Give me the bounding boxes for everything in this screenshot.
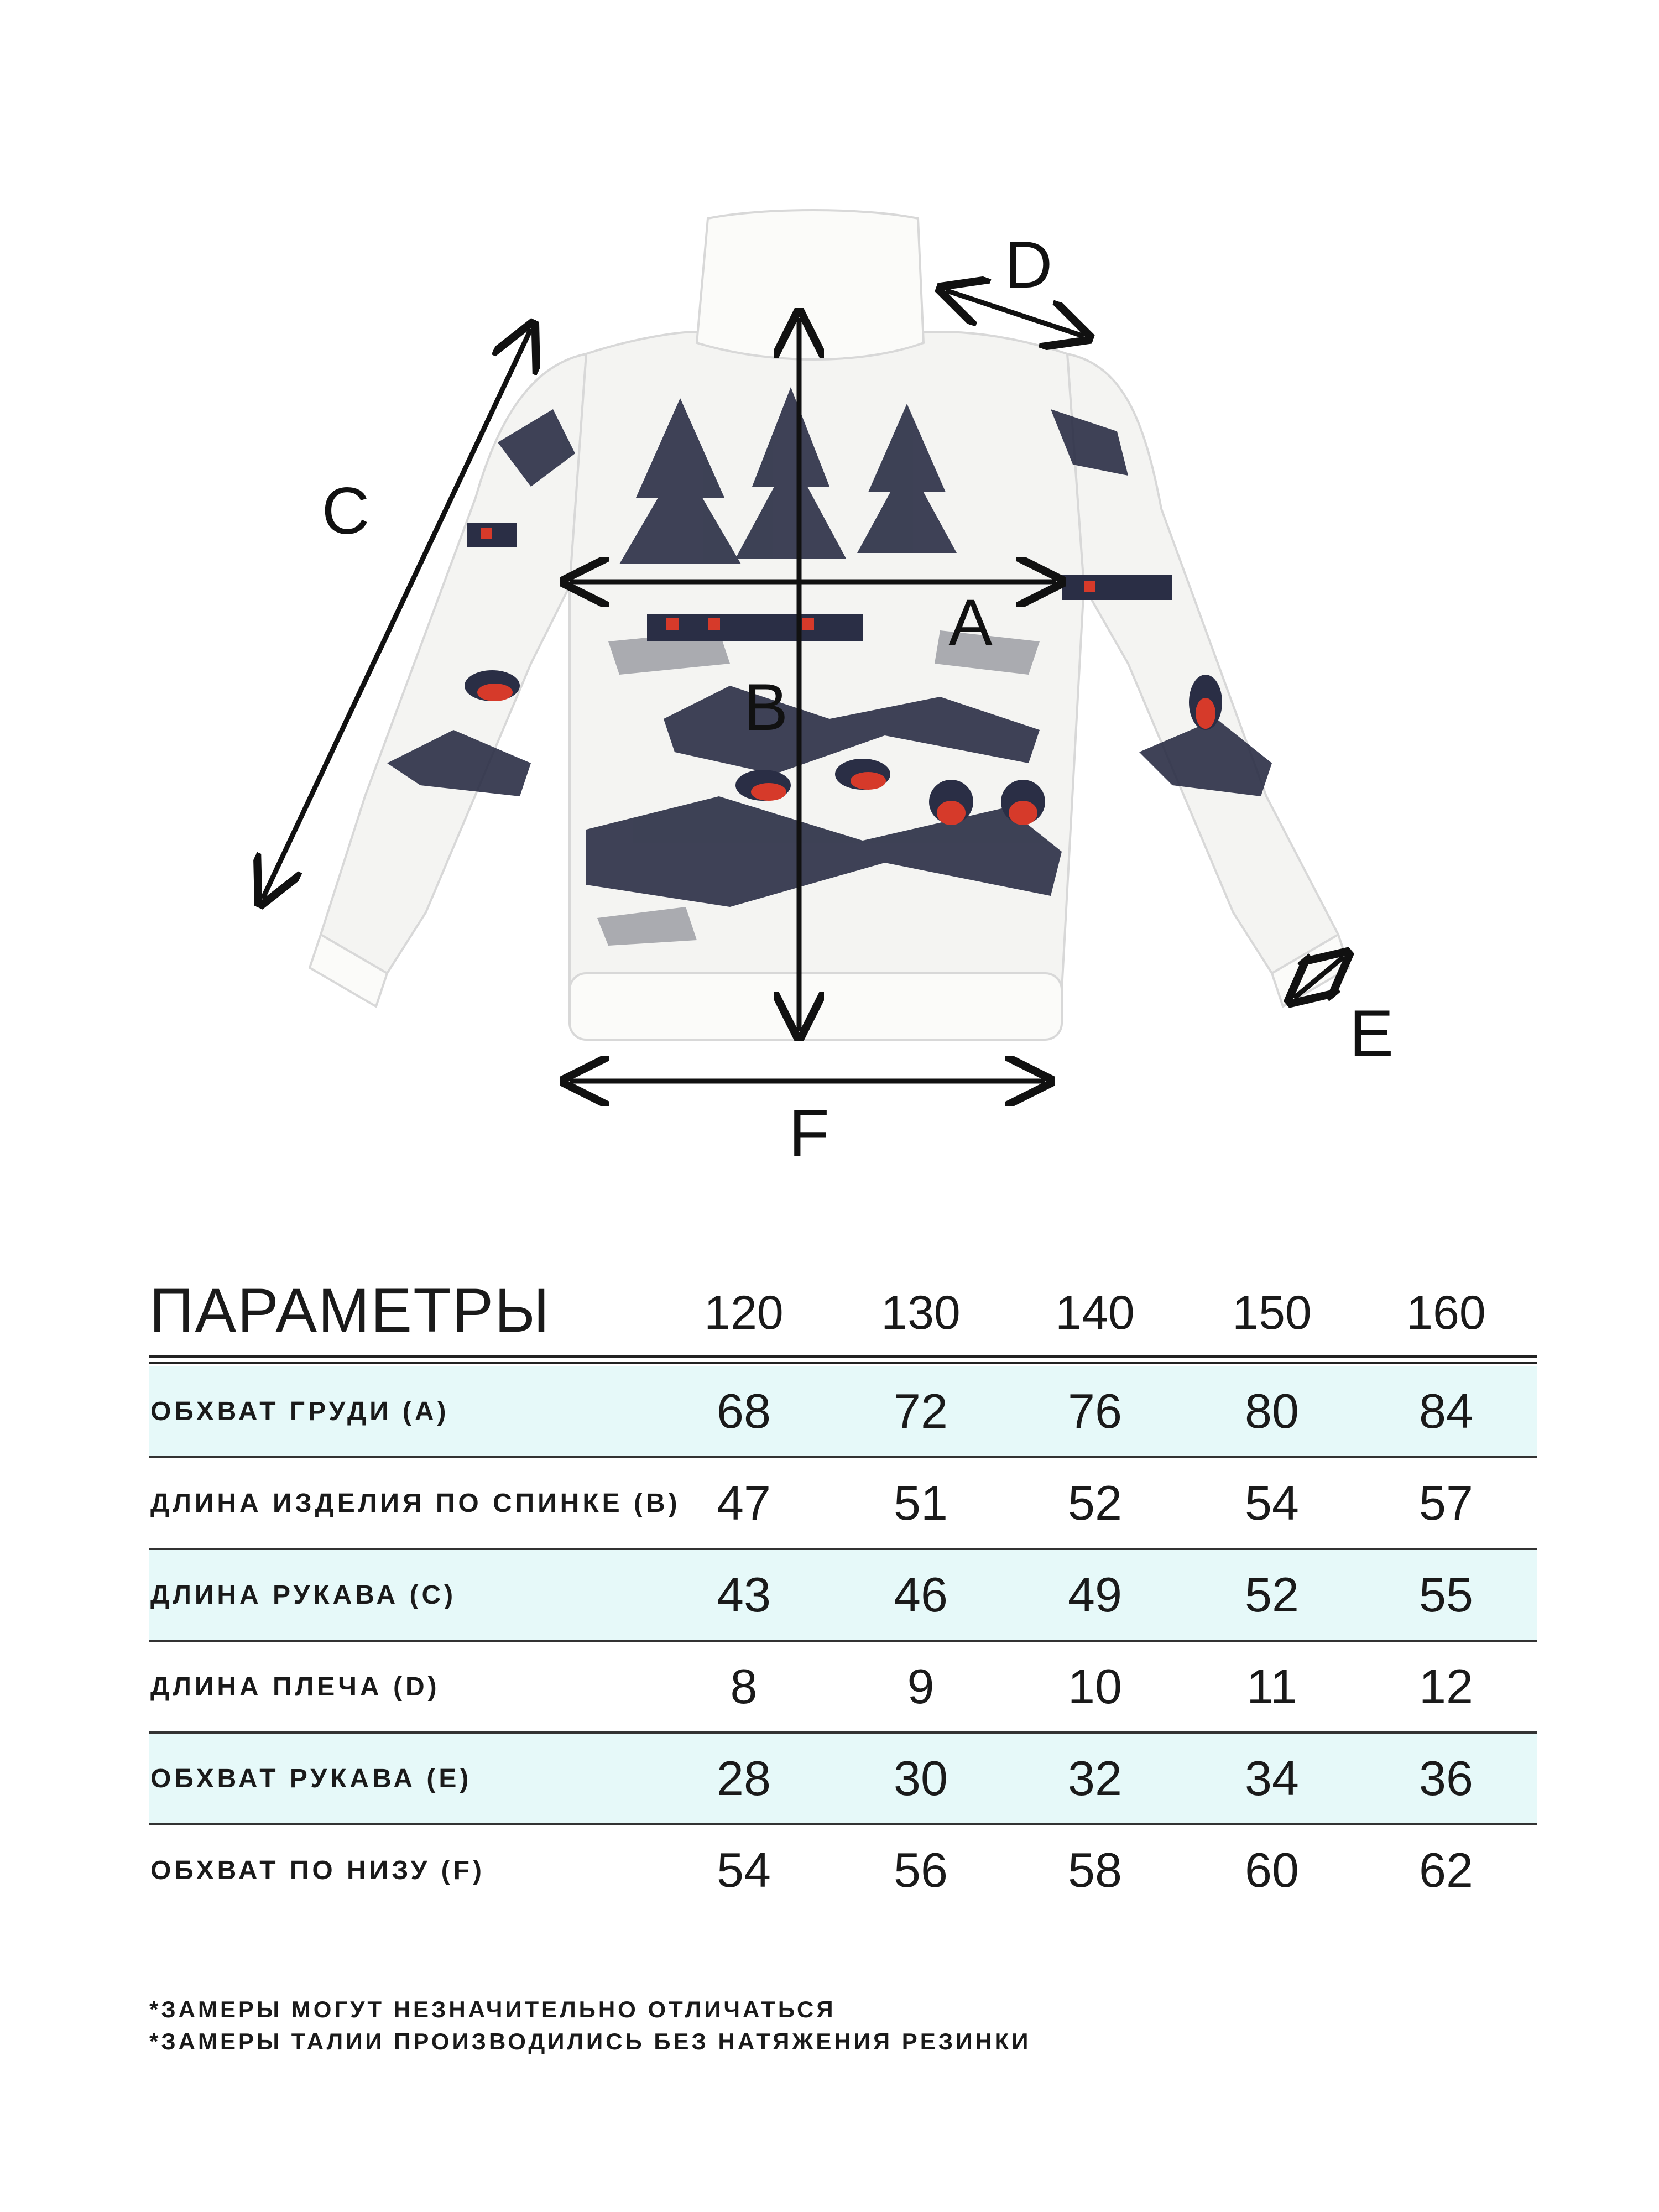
size-header: 140 <box>1055 1286 1135 1339</box>
table-cell: 68 <box>717 1384 771 1438</box>
table-cell: 72 <box>894 1384 948 1438</box>
label-d: D <box>1004 228 1053 302</box>
table-row <box>149 1825 1537 1915</box>
table-cell: 28 <box>717 1751 771 1806</box>
table-row <box>149 1366 1537 1458</box>
table-row <box>149 1734 1537 1825</box>
table-cell: 52 <box>1068 1475 1122 1530</box>
row-label: ДЛИНА ИЗДЕЛИЯ ПО СПИНКЕ (B) <box>150 1488 681 1518</box>
size-table <box>149 1266 1537 1915</box>
table-cell: 60 <box>1245 1843 1299 1897</box>
table-header <box>149 1266 1537 1358</box>
table-row <box>149 1550 1537 1642</box>
label-a: A <box>948 586 993 660</box>
table-body <box>149 1366 1537 1915</box>
table-cell: 32 <box>1068 1751 1122 1806</box>
table-cell: 58 <box>1068 1843 1122 1897</box>
size-header: 120 <box>704 1286 784 1339</box>
table-cell: 10 <box>1068 1659 1122 1714</box>
row-label: ОБХВАТ РУКАВА (E) <box>150 1764 472 1793</box>
row-label: ОБХВАТ ПО НИЗУ (F) <box>150 1855 485 1885</box>
table-cell: 52 <box>1245 1567 1299 1622</box>
table-row <box>149 1642 1537 1734</box>
table-cell: 36 <box>1419 1751 1473 1806</box>
table-cell: 56 <box>894 1843 948 1897</box>
sweater-illustration <box>310 210 1349 1040</box>
table-cell: 8 <box>730 1659 758 1714</box>
table-cell: 76 <box>1068 1384 1122 1438</box>
table-cell: 54 <box>1245 1475 1299 1530</box>
row-label: ДЛИНА ПЛЕЧА (D) <box>150 1672 440 1702</box>
table-cell: 49 <box>1068 1567 1122 1622</box>
table-row <box>149 1458 1537 1550</box>
table-cell: 84 <box>1419 1384 1473 1438</box>
table-cell: 47 <box>717 1475 771 1530</box>
table-cell: 54 <box>717 1843 771 1897</box>
table-cell: 46 <box>894 1567 948 1622</box>
label-b: B <box>743 670 789 744</box>
footnote: *ЗАМЕРЫ МОГУТ НЕЗНАЧИТЕЛЬНО ОТЛИЧАТЬСЯ <box>149 1996 836 2022</box>
table-cell: 34 <box>1245 1751 1299 1806</box>
row-label: ОБХВАТ ГРУДИ (A) <box>150 1396 450 1426</box>
table-cell: 55 <box>1419 1567 1473 1622</box>
table-cell: 30 <box>894 1751 948 1806</box>
table-cell: 51 <box>894 1475 948 1530</box>
row-label: ДЛИНА РУКАВА (C) <box>150 1580 457 1610</box>
label-c: C <box>321 474 370 548</box>
table-cell: 62 <box>1419 1843 1473 1897</box>
footnotes <box>149 1994 1031 2058</box>
table-cell: 43 <box>717 1567 771 1622</box>
label-f: F <box>789 1096 830 1170</box>
table-title: ПАРАМЕТРЫ <box>149 1276 551 1345</box>
size-header: 150 <box>1232 1286 1312 1339</box>
size-header: 130 <box>881 1286 961 1339</box>
table-cell: 57 <box>1419 1475 1473 1530</box>
label-e: E <box>1349 997 1394 1071</box>
footnote: *ЗАМЕРЫ ТАЛИИ ПРОИЗВОДИЛИСЬ БЕЗ НАТЯЖЕНИЯ РЕЗИНКИ <box>149 2028 1031 2054</box>
table-cell: 12 <box>1419 1659 1473 1714</box>
table-cell: 9 <box>907 1659 935 1714</box>
size-header: 160 <box>1406 1286 1486 1339</box>
table-cell: 80 <box>1245 1384 1299 1438</box>
table-cell: 11 <box>1246 1659 1297 1714</box>
